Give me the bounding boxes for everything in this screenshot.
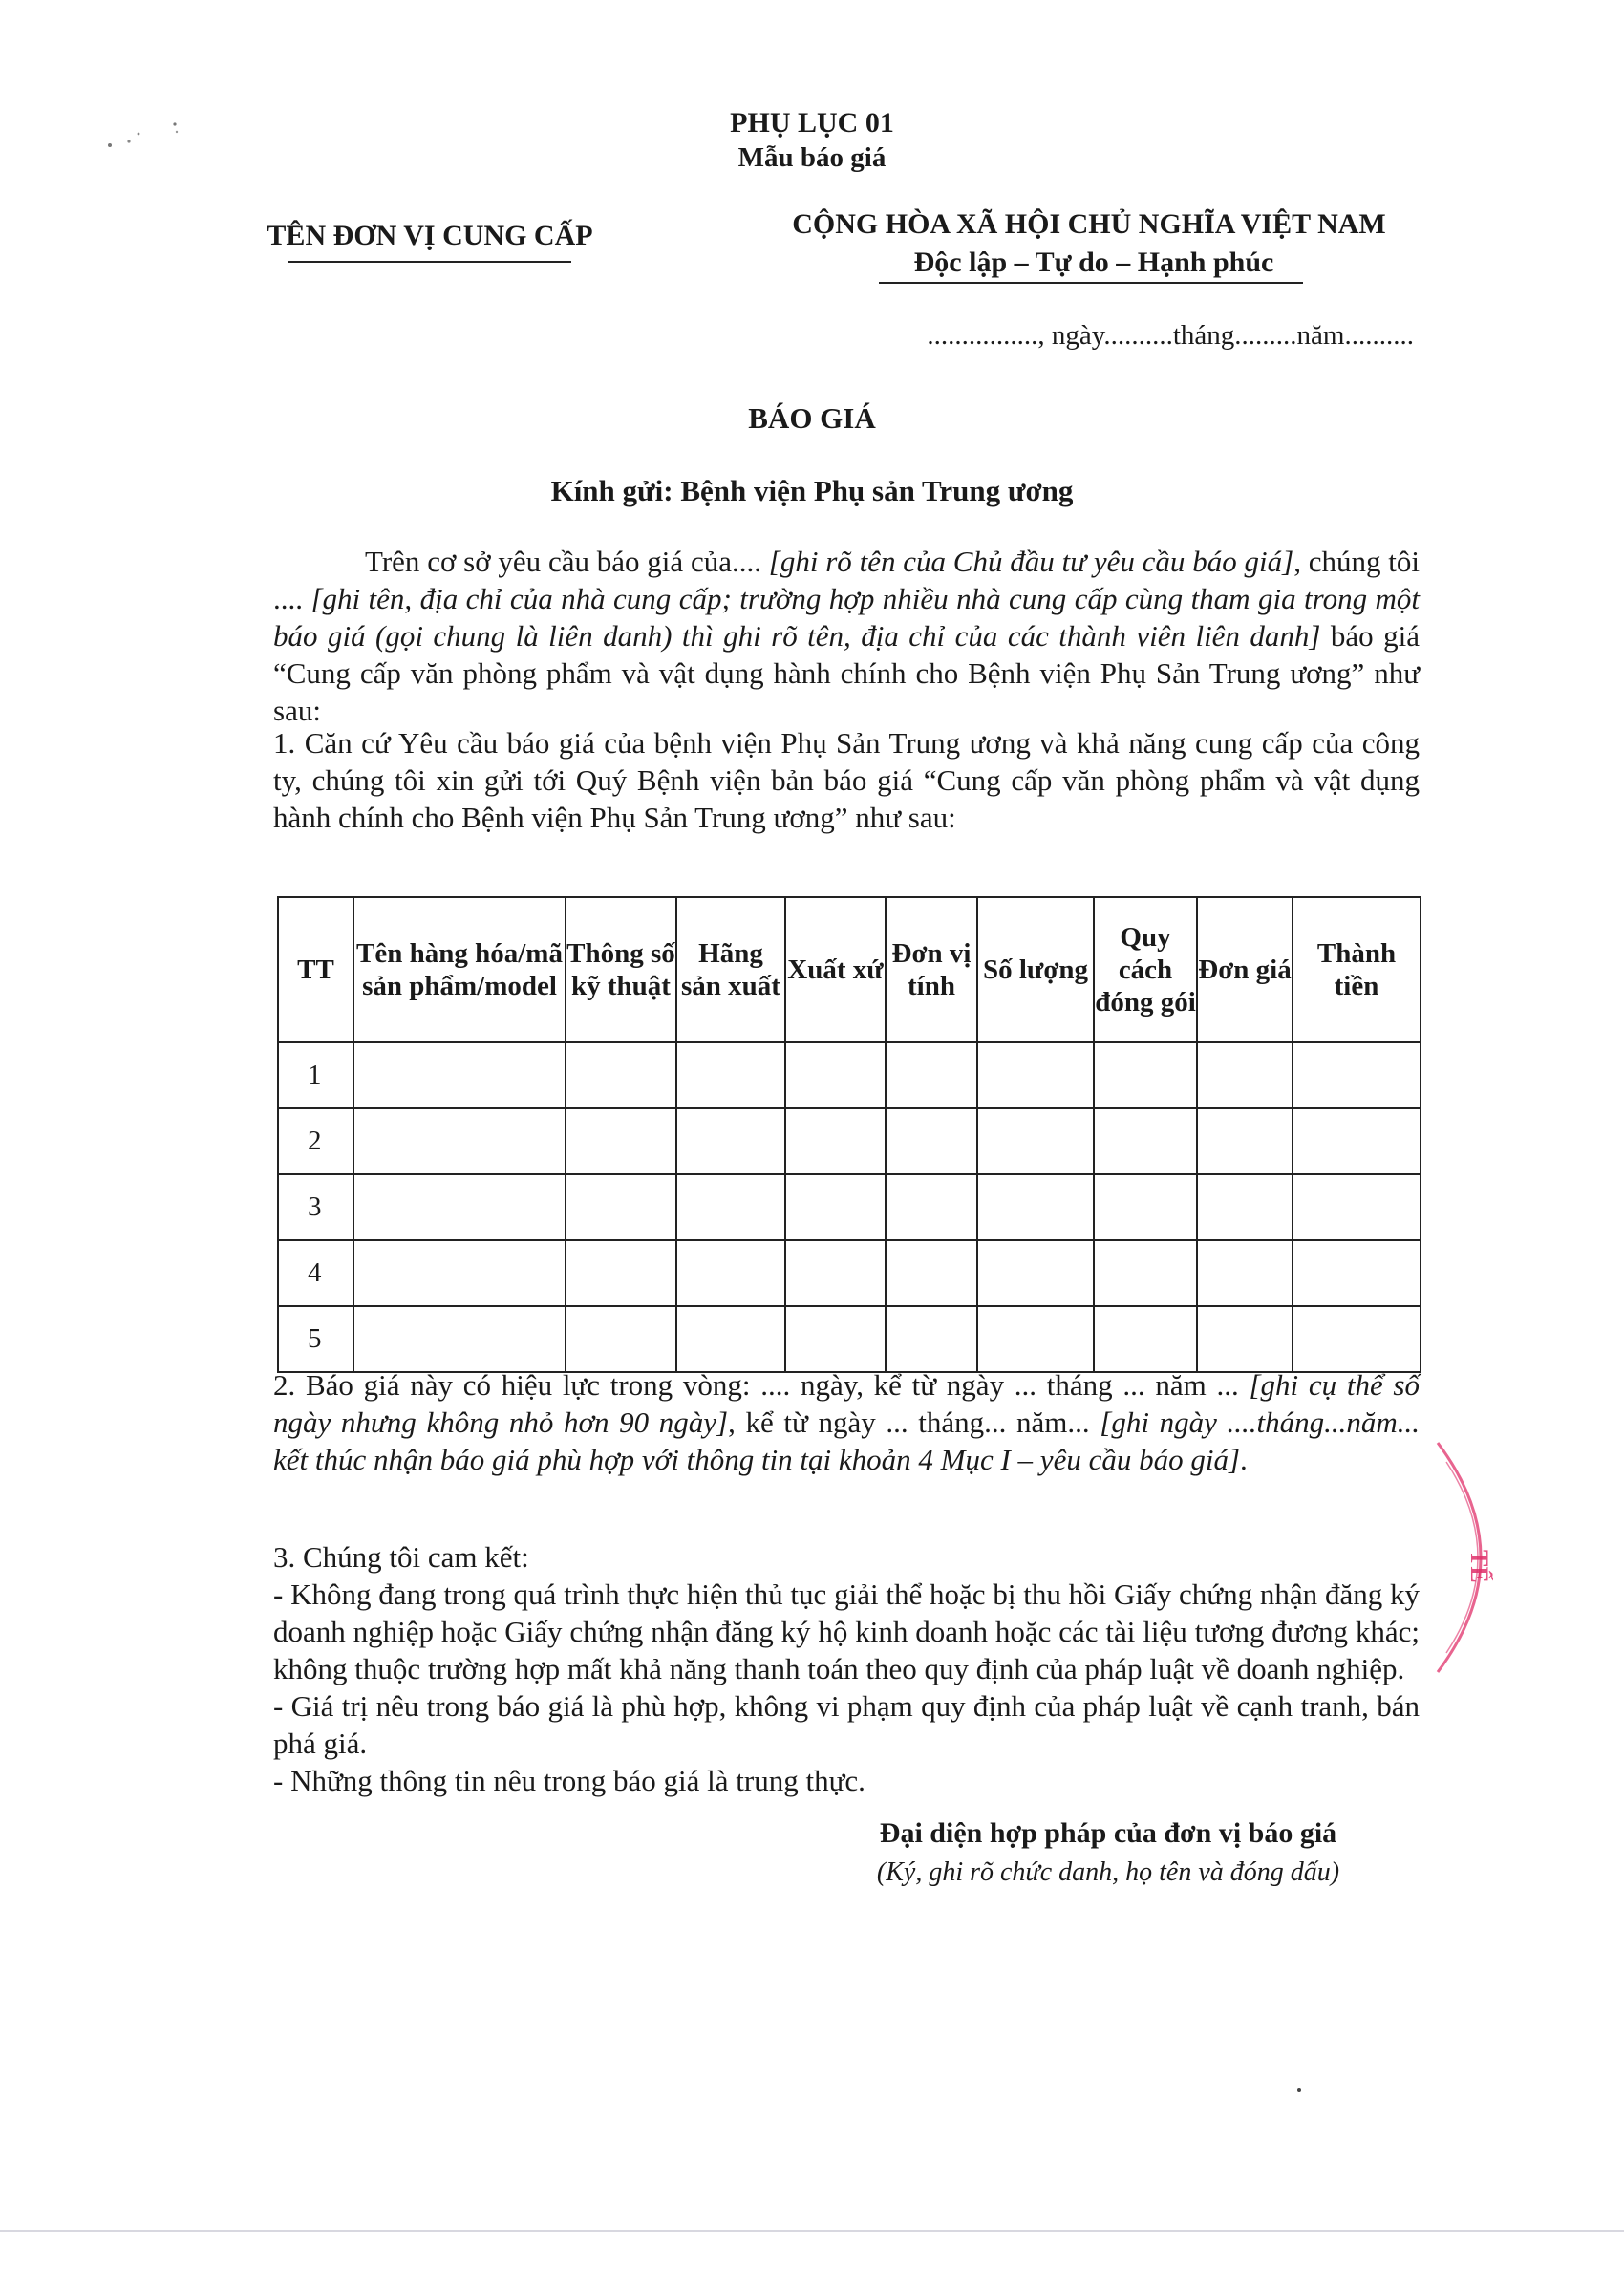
- table-cell: [785, 1306, 886, 1372]
- table-cell: [676, 1306, 785, 1372]
- quote-table: [277, 896, 1421, 1373]
- column-header: Đơn vị tính: [886, 897, 977, 1042]
- row-number: 4: [278, 1240, 353, 1306]
- table-cell: [886, 1108, 977, 1174]
- signature-title: Đại diện hợp pháp của đơn vị báo giá: [879, 1817, 1337, 1849]
- table-cell: [977, 1174, 1094, 1240]
- motto-underline: [879, 282, 1303, 284]
- table-cell: [1293, 1108, 1421, 1174]
- table-row: [278, 1240, 1421, 1306]
- column-header: Đơn giá: [1197, 897, 1293, 1042]
- table-cell: [977, 1108, 1094, 1174]
- column-header: Số lượng: [977, 897, 1094, 1042]
- intro-text-2: , chúng tôi ....: [273, 545, 1420, 615]
- column-header: Thông số kỹ thuật: [566, 897, 676, 1042]
- table-header-row: [278, 897, 1421, 1042]
- column-header: Hãng sản xuất: [676, 897, 785, 1042]
- row-number: 5: [278, 1306, 353, 1372]
- table-cell: [977, 1306, 1094, 1372]
- appendix-title: PHỤ LỤC 01: [730, 107, 894, 139]
- table-cell: [353, 1108, 566, 1174]
- item-2-paragraph: [273, 1366, 1420, 1478]
- table-cell: [886, 1174, 977, 1240]
- national-motto: Độc lập – Tự do – Hạnh phúc: [913, 247, 1274, 278]
- table-cell: [676, 1042, 785, 1108]
- table-cell: [1094, 1108, 1197, 1174]
- row-number: 2: [278, 1108, 353, 1174]
- recipient-line: Kính gửi: Bệnh viện Phụ sản Trung ương: [550, 474, 1074, 507]
- signature-note: (Ký, ghi rõ chức danh, họ tên và đóng dấu): [876, 1857, 1340, 1887]
- column-header: Thành tiền: [1293, 897, 1421, 1042]
- table-cell: [1094, 1042, 1197, 1108]
- table-cell: [1197, 1108, 1293, 1174]
- validity-text-3: .: [1240, 1443, 1248, 1476]
- table-cell: [566, 1240, 676, 1306]
- commitment-item: - Những thông tin nêu trong báo giá là trung thực.: [273, 1764, 865, 1797]
- table-cell: [785, 1174, 886, 1240]
- table-cell: [785, 1240, 886, 1306]
- table-cell: [785, 1042, 886, 1108]
- appendix-subtitle: Mẫu báo giá: [737, 142, 887, 173]
- validity-text-2: , kể từ ngày ... tháng... năm...: [728, 1406, 1100, 1439]
- table-cell: [785, 1108, 886, 1174]
- table-cell: [1293, 1240, 1421, 1306]
- table-cell: [353, 1306, 566, 1372]
- table-cell: [1293, 1042, 1421, 1108]
- column-header: Quy cách đóng gói: [1094, 897, 1197, 1042]
- red-stamp-fragment: [1433, 1433, 1519, 1682]
- validity-placeholder-1: [ghi cụ thể số ngày nhưng không nhỏ hơn 90 ngày]: [273, 1368, 1420, 1439]
- table-cell: [1094, 1174, 1197, 1240]
- table-cell: [886, 1306, 977, 1372]
- table-cell: [566, 1042, 676, 1108]
- scan-dot: [1297, 2088, 1301, 2092]
- table-cell: [353, 1240, 566, 1306]
- intro-text-3: báo giá “Cung cấp văn phòng phẩm và vật dụng hành chính cho Bệnh viện Phụ Sản Trung ương” như sau:: [273, 619, 1420, 727]
- item-1-paragraph: 1. Căn cứ Yêu cầu báo giá của bệnh viện Phụ Sản Trung ương và khả năng cung cấp của công ty, chúng tôi xin gửi tới Quý Bệnh viện bản báo giá “Cung cấp văn phòng phẩm và vật dụng hành chính cho Bệnh viện Phụ Sản Trung ương” như sau:: [273, 726, 1420, 834]
- table-cell: [676, 1240, 785, 1306]
- table-cell: [1197, 1306, 1293, 1372]
- table-cell: [566, 1174, 676, 1240]
- nation-heading: CỘNG HÒA XÃ HỘI CHỦ NGHĨA VIỆT NAM: [792, 208, 1386, 240]
- table-cell: [1094, 1306, 1197, 1372]
- table-cell: [676, 1108, 785, 1174]
- table-cell: [1293, 1306, 1421, 1372]
- table-cell: [1094, 1240, 1197, 1306]
- supplier-underline: [288, 261, 571, 263]
- commitment-heading: 3. Chúng tôi cam kết:: [273, 1540, 529, 1574]
- scan-specks: [100, 105, 196, 162]
- table-row: [278, 1306, 1421, 1372]
- column-header: TT: [278, 897, 353, 1042]
- table-cell: [1293, 1174, 1421, 1240]
- column-header: Tên hàng hóa/mã sản phẩm/model: [353, 897, 566, 1042]
- table-row: [278, 1108, 1421, 1174]
- table-cell: [886, 1240, 977, 1306]
- table-cell: [566, 1306, 676, 1372]
- intro-paragraph: [273, 543, 1420, 729]
- intro-text-1: Trên cơ sở yêu cầu báo giá của....: [365, 545, 769, 578]
- commitment-item: - Giá trị nêu trong báo giá là phù hợp, không vi phạm quy định của pháp luật về cạnh tranh, bán phá giá.: [273, 1689, 1420, 1760]
- table-cell: [977, 1240, 1094, 1306]
- intro-placeholder-1: [ghi rõ tên của Chủ đầu tư yêu cầu báo giá]: [768, 545, 1294, 578]
- intro-placeholder-2: [ghi tên, địa chỉ của nhà cung cấp; trường hợp nhiều nhà cung cấp cùng tham gia trong một báo giá (gọi chung là liên danh) thì ghi rõ tên, địa chỉ của các thành viên liên danh]: [273, 582, 1420, 653]
- row-number: 3: [278, 1174, 353, 1240]
- table-cell: [566, 1108, 676, 1174]
- commitment-section: [273, 1538, 1420, 1799]
- document-title: BÁO GIÁ: [748, 401, 876, 435]
- validity-placeholder-2: [ghi ngày ....tháng...năm... kết thúc nhận báo giá phù hợp với thông tin tại khoản 4 Mục I – yêu cầu báo giá]: [273, 1406, 1421, 1476]
- table-row: [278, 1174, 1421, 1240]
- table-cell: [1197, 1174, 1293, 1240]
- validity-text-1: 2. Báo giá này có hiệu lực trong vòng: .... ngày, kể từ ngày ... tháng ... năm ...: [273, 1368, 1250, 1402]
- commitment-item: - Không đang trong quá trình thực hiện thủ tục giải thể hoặc bị thu hồi Giấy chứng nhận đăng ký doanh nghiệp hoặc Giấy chứng nhận đăng ký hộ kinh doanh hoặc các tài liệu tương đương khác; không thuộc trường hợp mất khả năng thanh toán theo quy định của pháp luật về doanh nghiệp.: [273, 1577, 1420, 1685]
- table-cell: [977, 1042, 1094, 1108]
- table-row: [278, 1042, 1421, 1108]
- table-cell: [1197, 1042, 1293, 1108]
- date-line: ................, ngày..........tháng.........năm..........: [927, 320, 1414, 351]
- row-number: 1: [278, 1042, 353, 1108]
- table-cell: [353, 1174, 566, 1240]
- stamp-text: TẾ: [1465, 1550, 1493, 1583]
- table-cell: [886, 1042, 977, 1108]
- scan-edge: [0, 2230, 1624, 2232]
- table-cell: [1197, 1240, 1293, 1306]
- table-cell: [353, 1042, 566, 1108]
- column-header: Xuất xứ: [785, 897, 886, 1042]
- supplier-unit-name: TÊN ĐƠN VỊ CUNG CẤP: [267, 220, 593, 251]
- table-cell: [676, 1174, 785, 1240]
